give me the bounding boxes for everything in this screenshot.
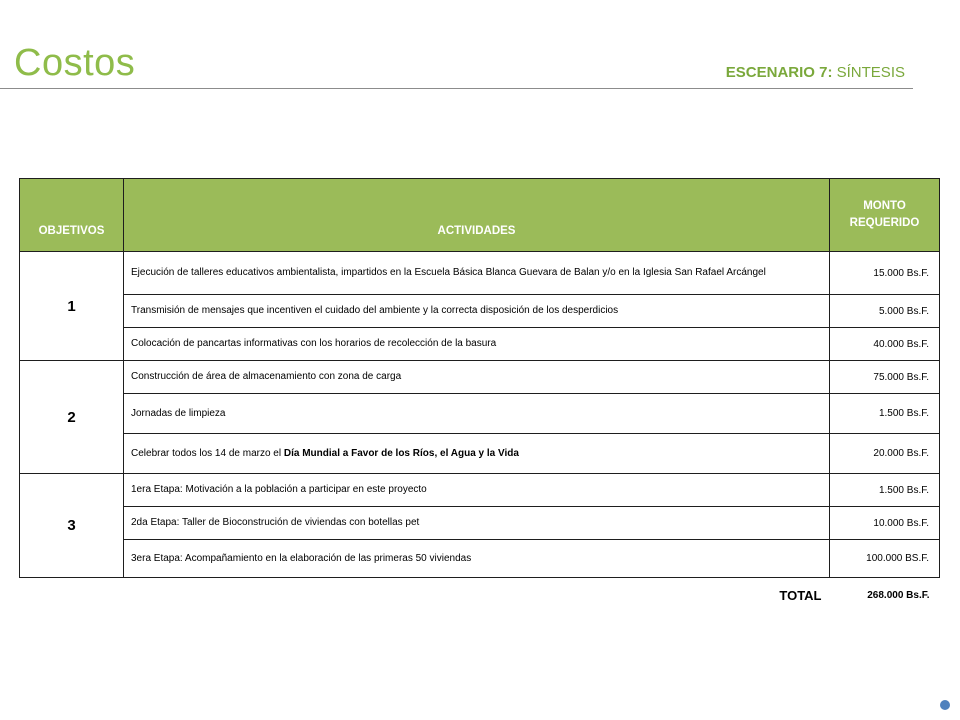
amount-cell: 20.000 Bs.F.: [830, 434, 940, 474]
amount-cell: 1.500 Bs.F.: [830, 394, 940, 434]
amount-cell: 15.000 Bs.F.: [830, 252, 940, 295]
scenario-label: ESCENARIO 7:: [725, 64, 833, 81]
table-row: [20, 394, 940, 434]
table-row: [20, 540, 940, 578]
objective-cell: 3: [20, 474, 124, 578]
page-title: Costos: [14, 42, 136, 84]
column-header-objectives: OBJETIVOS: [20, 179, 124, 252]
activity-cell: Colocación de pancartas informativas con los horarios de recolección de la basura: [124, 328, 830, 361]
costs-table: [19, 178, 940, 604]
amount-cell: 40.000 Bs.F.: [830, 328, 940, 361]
activity-cell: Jornadas de limpieza: [124, 394, 830, 434]
activity-cell: 1era Etapa: Motivación a la población a participar en este proyecto: [124, 474, 830, 507]
activity-highlight: Día Mundial a Favor de los Ríos, el Agua y la Vida: [283, 447, 519, 459]
activity-cell: [124, 434, 830, 474]
scenario-name: SÍNTESIS: [832, 64, 905, 81]
activity-cell: 2da Etapa: Taller de Bioconstrución de viviendas con botellas pet: [124, 507, 830, 540]
table-header-row: [20, 179, 940, 252]
objective-cell: 1: [20, 252, 124, 361]
column-header-activities: ACTIVIDADES: [124, 179, 830, 252]
total-value: 268.000 Bs.F.: [867, 590, 930, 601]
table-row: [20, 434, 940, 474]
activity-cell: Ejecución de talleres educativos ambientalista, impartidos en la Escuela Básica Blanca Guevara de Balan y/o en la Iglesia San Rafael Arcángel: [124, 252, 830, 295]
activity-text: Celebrar todos los 14 de marzo el: [131, 447, 284, 459]
amount-cell: 10.000 Bs.F.: [830, 507, 940, 540]
amount-cell: 5.000 Bs.F.: [830, 295, 940, 328]
column-header-amount: MONTO REQUERIDO: [830, 179, 940, 252]
scenario-heading: [726, 64, 905, 81]
table-row: [20, 507, 940, 540]
activity-cell: Construcción de área de almacenamiento con zona de carga: [124, 361, 830, 394]
table-row: [20, 295, 940, 328]
table-row: [20, 474, 940, 507]
amount-cell: 100.000 BS.F.: [830, 540, 940, 578]
objective-cell: 2: [20, 361, 124, 474]
header-divider: [0, 88, 913, 89]
table-row: [20, 328, 940, 361]
total-label: TOTAL: [779, 588, 822, 603]
slide-indicator-dot: [940, 700, 950, 710]
table-row: [20, 252, 940, 295]
total-row: [20, 578, 940, 605]
amount-cell: 75.000 Bs.F.: [830, 361, 940, 394]
activity-cell: 3era Etapa: Acompañamiento en la elaboración de las primeras 50 viviendas: [124, 540, 830, 578]
activity-cell: Transmisión de mensajes que incentiven el cuidado del ambiente y la correcta disposición de los desperdicios: [124, 295, 830, 328]
amount-cell: 1.500 Bs.F.: [830, 474, 940, 507]
table-row: [20, 361, 940, 394]
total-spacer: [20, 578, 124, 605]
